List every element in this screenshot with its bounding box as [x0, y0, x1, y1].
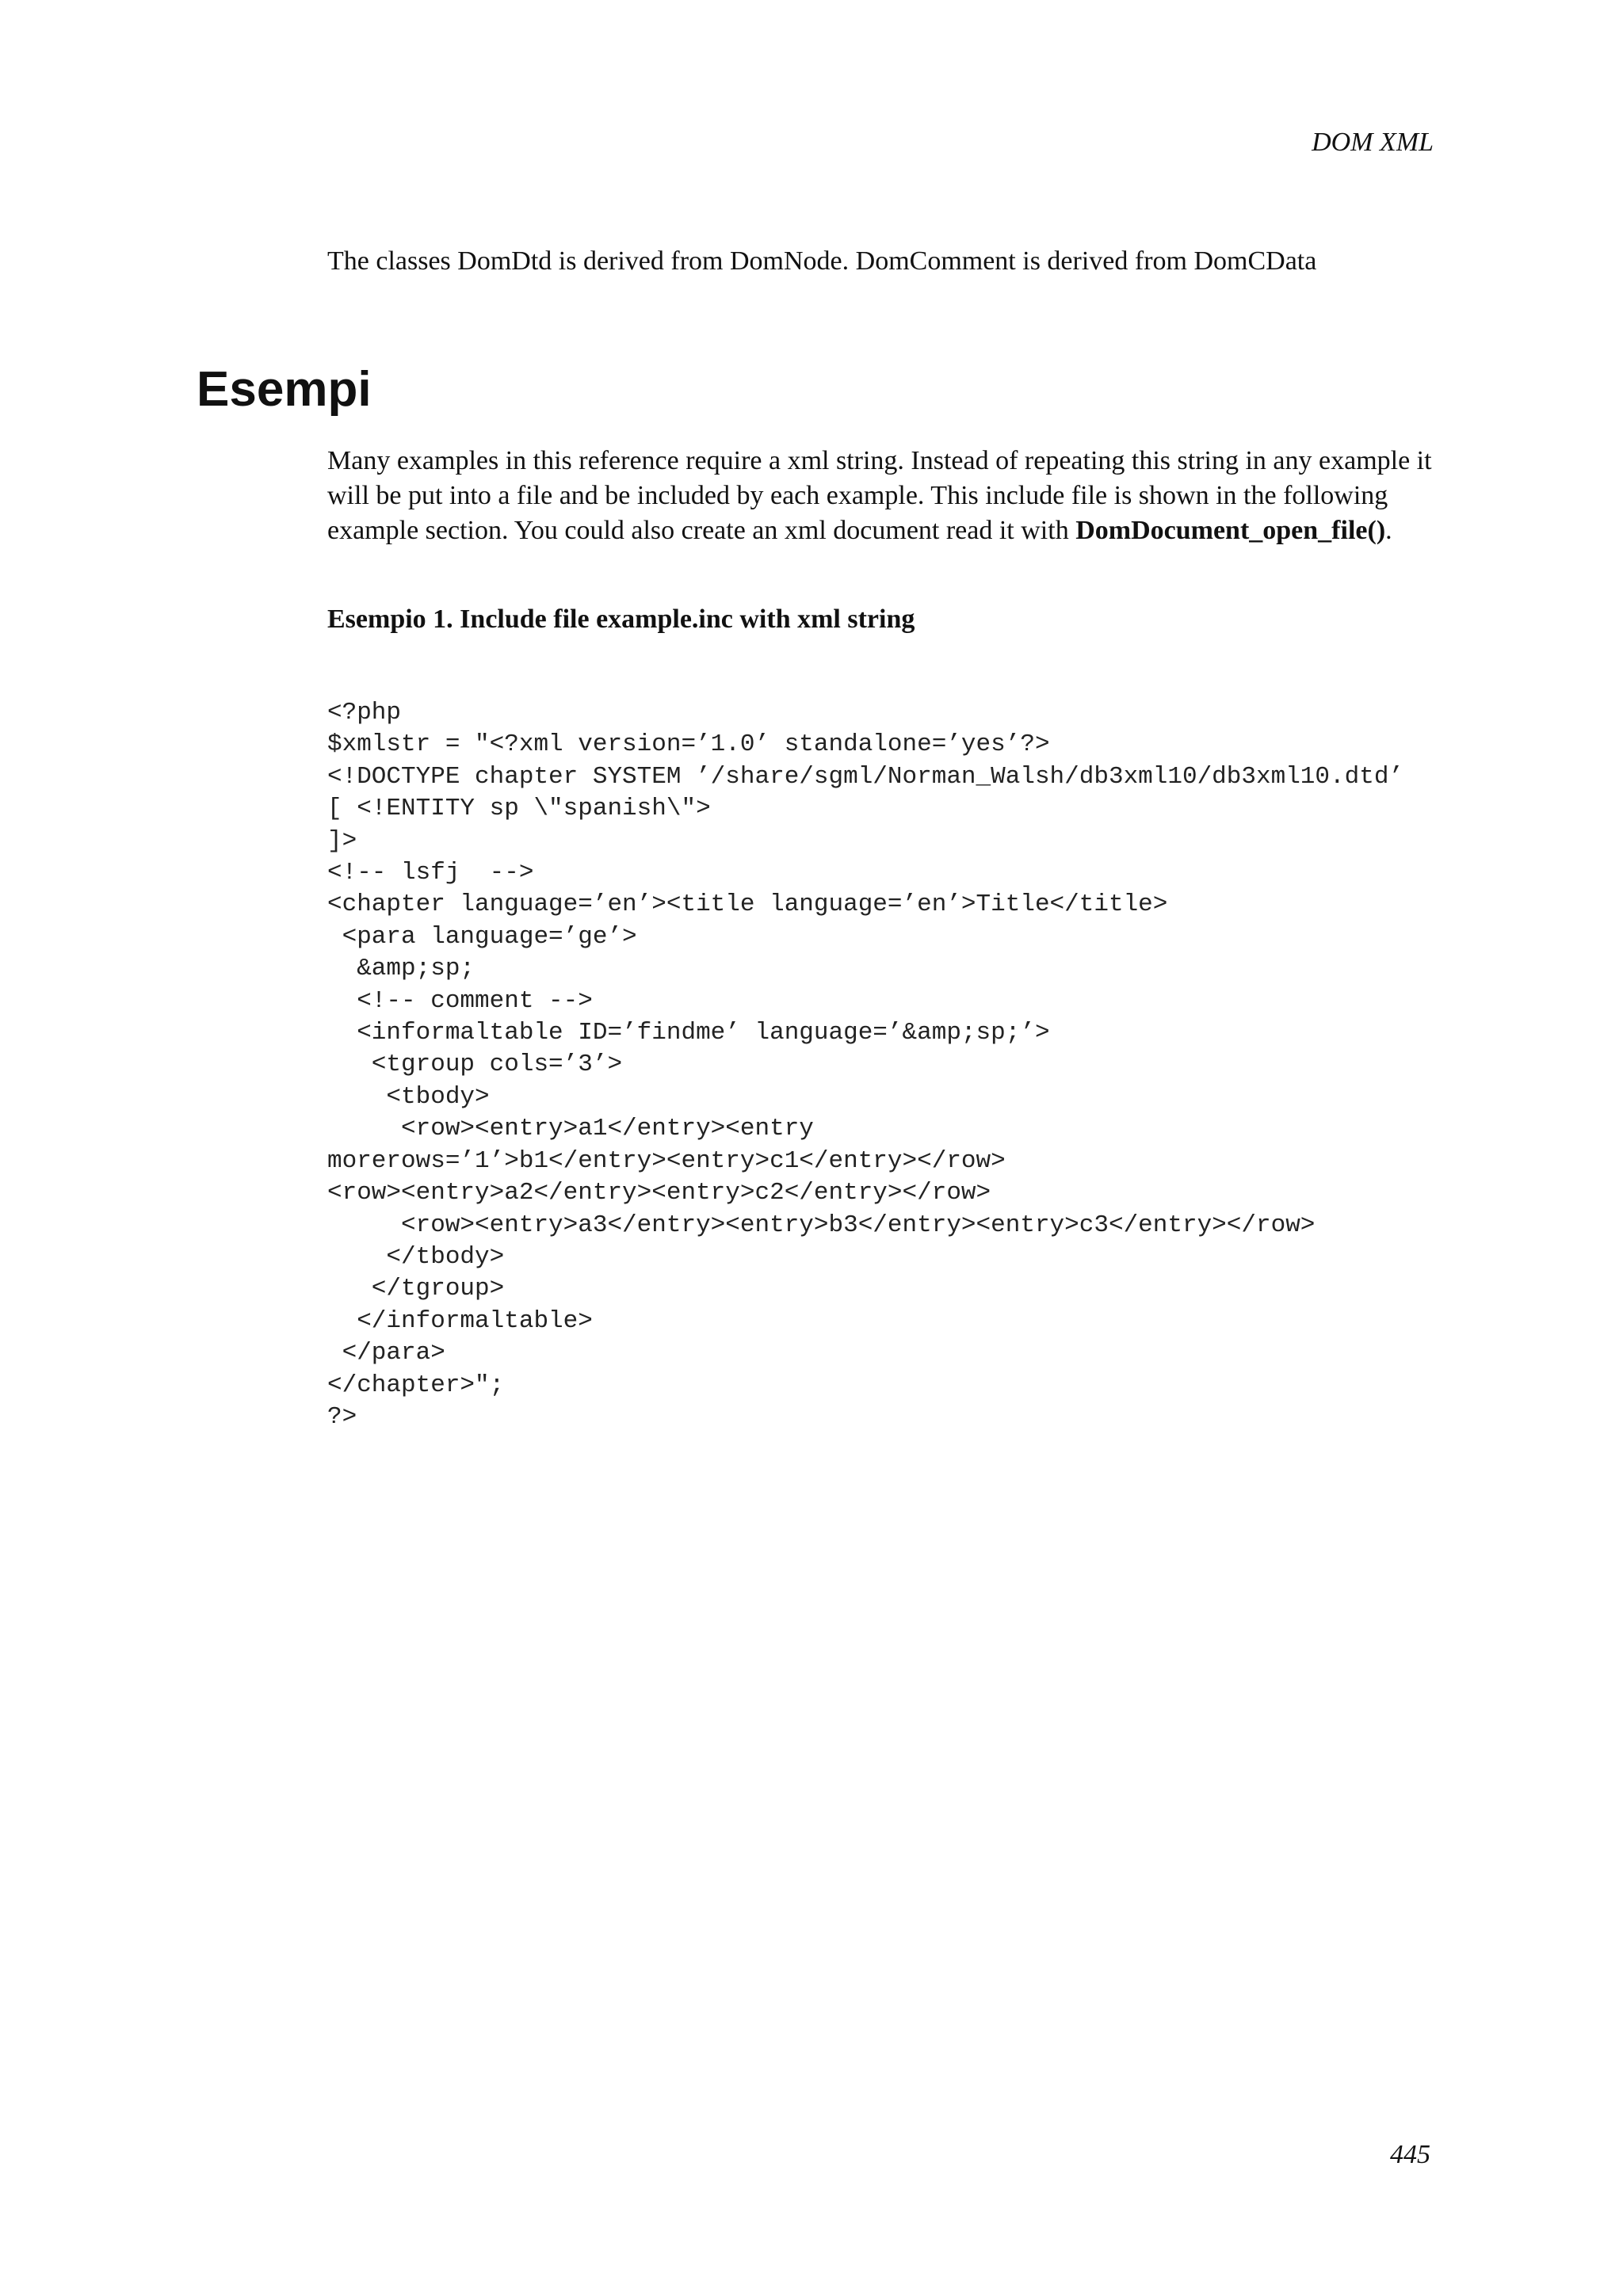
section-heading: Esempi: [197, 362, 372, 417]
running-header: DOM XML: [1312, 128, 1434, 157]
function-reference: DomDocument_open_file(): [1075, 516, 1386, 545]
code-listing: <?php $xmlstr = "<?xml version=’1.0’ standalone=’yes’?> <!DOCTYPE chapter SYSTEM ’/share/sgml/Norman_Walsh/db3xml10/db3xml10.dtd’ [ <!ENTITY sp \"spanish\"> ]> <!-- lsfj --> <chapter language=’en’><title language=’en’>Title</title> <para language=’ge’> &amp;sp; <!-- comment --> <informaltable ID=’findme’ language=’&amp;sp;’> <tgroup cols=’3’> <tbody> <row><entry>a1</entry><entry morerows=’1’>b1</entry><entry>c1</entry></row> <row><entry>a2</entry><entry>c2</entry></row> <row><entry>a3</entry><entry>b3</entry><entry>c3</entry></row> </tbody> </tgroup> </informaltable> </para> </chapter>"; ?>: [327, 699, 1404, 1431]
paragraph-text: Many examples in this reference require a xml string. Instead of repeating this string in any example it will be put into a file and be included by each example. This include file is shown in the following example section. You could also create an xml document read it with: [327, 446, 1432, 545]
section-paragraph: [327, 444, 1437, 548]
intro-text: The classes DomDtd is derived from DomNode. DomComment is derived from DomCData: [327, 246, 1317, 276]
page-number: 445: [1390, 2140, 1430, 2169]
example-title: Esempio 1. Include file example.inc with xml string: [327, 605, 915, 634]
paragraph-end: .: [1385, 516, 1392, 545]
